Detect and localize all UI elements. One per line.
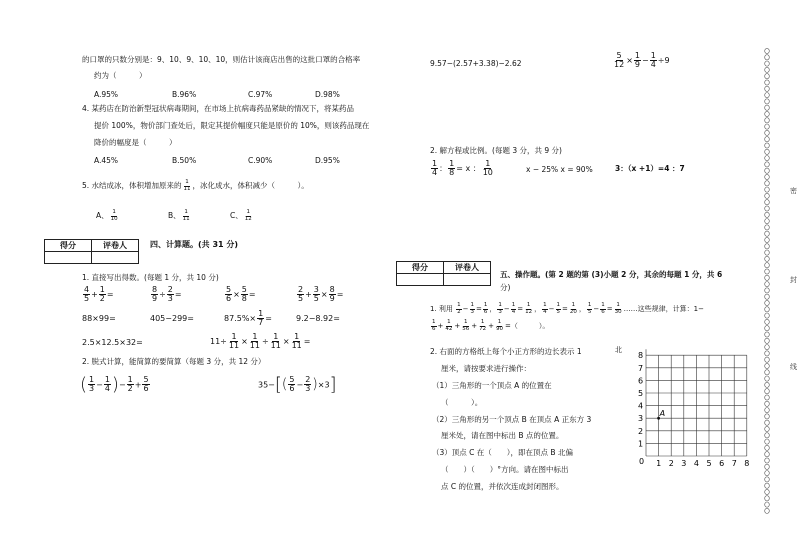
calc-2: $\frac{5}{12}$ × $\frac{1}{9}$ − $\frac{1}{4}$ ÷9 [614, 51, 670, 69]
q3-option-c: C.97% [248, 90, 273, 99]
expr-b-suffix: ×3 [317, 380, 330, 390]
coordinate-grid [612, 338, 750, 470]
eq-3: 3：（x +1）=4 ：7 [615, 164, 685, 173]
rail-hole [765, 231, 770, 236]
rail-hole [765, 143, 770, 148]
score-label: 得分 [397, 262, 444, 274]
rail-hole [765, 168, 770, 173]
q5-option-a-den: 10 [110, 215, 118, 222]
q4-option-c: C.90% [248, 156, 273, 165]
rail-hole [765, 382, 770, 387]
score-cell[interactable] [397, 274, 444, 286]
oral-10-op4: × [282, 337, 290, 346]
oral-7: 87.5%× $\frac{1}{7}$ = [224, 309, 272, 327]
rail-hole [765, 313, 770, 318]
rail-hole [765, 74, 770, 79]
rail-hole [765, 55, 770, 60]
oral-10: 11÷ $\frac{1}{11}$ × $\frac{1}{11}$ ÷ $\frac{1}{11}$ × $\frac{1}{11}$ = [210, 332, 311, 350]
grid-origin-label: 0 [639, 457, 645, 466]
op2-sub3b: （ ）（ ）°方向。请在图中标出 [441, 465, 569, 474]
op2-line2: 厘米，请按要求进行操作： [441, 364, 531, 373]
oral-7-part2: = [265, 314, 272, 323]
rail-hole [765, 458, 770, 463]
grid-x-label: 1 [656, 459, 662, 468]
margin-char-close: 封 [790, 276, 797, 284]
score-table-5 [396, 261, 491, 286]
oral-6: 405−299= [150, 314, 194, 323]
q5-option-b-label: B、 [168, 211, 181, 220]
oral-3: $\frac{5}{6}$ × $\frac{5}{8}$ = [226, 285, 256, 303]
op2-sub2: （2）三角形的另一个顶点 B 在顶点 A 正东方 3 [432, 415, 592, 424]
op2-line1: 2. 右面的方格纸上每个小正方形的边长表示 1 [430, 347, 582, 356]
binding-rail [763, 48, 771, 518]
rail-hole [765, 244, 770, 249]
op1-line2-tail: =（ ）。 [505, 322, 550, 330]
oral-2: $\frac{8}{9}$ ÷ $\frac{2}{3}$ = [152, 285, 182, 303]
q3-option-d: D.98% [315, 90, 340, 99]
q5-option-a [96, 210, 120, 222]
grader-cell[interactable] [92, 252, 139, 264]
op2-sub2b: 厘米处，请在图中标出 B 点的位置。 [441, 431, 564, 440]
rail-hole [765, 464, 770, 469]
q5-text-part2: ，冰化成水，体积减少（ ）。 [192, 181, 309, 190]
q5-option-c-den: 12 [244, 215, 252, 222]
op1-line2: $\frac{1}{6}$ + $\frac{1}{42}$ + $\frac{1}{56}$ + $\frac{1}{72}$ + $\frac{1}{90}$ =（ ）。 [432, 319, 550, 332]
rail-hole [765, 389, 770, 394]
rail-hole [765, 326, 770, 331]
point-a-label: A [659, 409, 666, 419]
rail-hole [765, 99, 770, 104]
rail-hole [765, 439, 770, 444]
rail-hole [765, 193, 770, 198]
expr-a: ( $\frac{1}{3}$ − $\frac{1}{4}$ )− $\frac{1}{2}$ + $\frac{5}{6}$ [80, 374, 149, 395]
rail-hole [765, 508, 770, 513]
grid-x-label: 2 [668, 459, 674, 468]
oral-9: 2.5×12.5×32= [82, 338, 143, 347]
rail-hole [765, 130, 770, 135]
grader-label: 评卷人 [444, 262, 491, 274]
s4-q1-text: 1. 直接写出得数。(每题 1 分，共 10 分) [82, 273, 219, 282]
rail-hole [765, 137, 770, 142]
proportion-title: 2. 解方程或比例。(每题 3 分，共 9 分) [430, 146, 562, 155]
rail-hole [765, 300, 770, 305]
rail-hole [765, 80, 770, 85]
oral-10-op3: ÷ [261, 337, 269, 346]
calc-1: 9.57−(2.57+3.38)−2.62 [430, 59, 522, 68]
q5-text-part1: 5. 水结成冰，体积增加原来的 [82, 181, 182, 190]
q3-text-line1: 的口罩的只数分别是：9、10、9、10、10，则估计该商店出售的这批口罩的合格率 [82, 55, 361, 64]
s4-q2-text: 2. 脱式计算，能简算的要简算（每题 3 分，共 12 分） [82, 357, 266, 366]
q3-text-line2: 约为（ ） [94, 71, 147, 80]
q5-option-c [230, 210, 254, 222]
rail-hole [765, 307, 770, 312]
rail-hole [765, 225, 770, 230]
expr-b-prefix: 35− [258, 380, 275, 390]
rail-hole [765, 237, 770, 242]
rail-hole [765, 67, 770, 72]
grid-y-label: 4 [638, 401, 644, 411]
q5-option-b [168, 210, 192, 222]
grid-x-label: 4 [693, 459, 699, 468]
q4-text-line2: 提价 100%，物价部门查处后，限定其提价幅度只能是原价的 10%，则该药品现在 [94, 121, 370, 130]
rail-hole [765, 408, 770, 413]
rail-hole [765, 489, 770, 494]
rail-hole [765, 483, 770, 488]
score-table-4 [44, 239, 139, 264]
grid-x-label: 3 [681, 459, 687, 468]
q5-frac-num: 1 [185, 179, 189, 185]
rail-hole [765, 426, 770, 431]
margin-char-line: 线 [790, 363, 797, 371]
op1-prefix: 1. 利用 [430, 305, 453, 313]
rail-hole [765, 250, 770, 255]
rail-hole [765, 48, 770, 53]
rail-hole [765, 357, 770, 362]
rail-hole [765, 149, 770, 154]
rail-hole [765, 420, 770, 425]
rail-hole [765, 61, 770, 66]
grader-label: 评卷人 [92, 240, 139, 252]
margin-char-seal: 密 [790, 187, 797, 195]
oral-4: $\frac{2}{5}$ + $\frac{3}{5}$ × $\frac{8}{9}$ = [298, 285, 344, 303]
q5-fraction [183, 180, 192, 192]
rail-hole [765, 433, 770, 438]
rail-hole [765, 263, 770, 268]
grader-cell[interactable] [444, 274, 491, 286]
rail-hole [765, 93, 770, 98]
rail-hole [765, 351, 770, 356]
op1-tail: ……这些规律，计算：1− [623, 305, 704, 313]
north-label: 北 [615, 346, 622, 354]
rail-hole [765, 338, 770, 343]
oral-10-op5: = [303, 337, 311, 346]
oral-1: $\frac{4}{5}$ + $\frac{1}{2}$ = [84, 285, 114, 303]
oral-7-part1: 87.5%× [224, 314, 257, 323]
grid-x-label: 7 [731, 459, 737, 468]
rail-hole [765, 181, 770, 186]
rail-hole [765, 395, 770, 400]
rail-hole [765, 200, 770, 205]
rail-hole [765, 496, 770, 501]
rail-hole [765, 477, 770, 482]
grid-axis-labels [638, 351, 749, 468]
rail-hole [765, 445, 770, 450]
rail-hole [765, 370, 770, 375]
rail-hole [765, 212, 770, 217]
grid-y-label: 8 [638, 351, 644, 361]
score-label: 得分 [45, 240, 92, 252]
rail-hole [765, 401, 770, 406]
q5-option-a-label: A、 [96, 211, 109, 220]
grid-y-label: 2 [638, 426, 644, 436]
rail-hole [765, 256, 770, 261]
q5-option-a-num: 1 [112, 209, 116, 215]
rail-hole [765, 156, 770, 161]
calc-2-tail: ÷9 [657, 56, 670, 65]
op1-line1: 1. 利用 $\frac{1}{2}$ − $\frac{1}{3}$ = $\frac{1}{6}$ ， $\frac{1}{3}$ − $\frac{1}{4}$ = $\frac{1}{12}$ ， $\frac{1}{4}$ − $\frac{1}{5}$ = $\frac{1}{20}$ ， $\frac{1}{5}$ − $\frac{1}{6}$ = $\frac{1}{30}$ ……这些规律，计算：1− [430, 302, 704, 315]
grid-lines [646, 349, 747, 456]
rail-hole [765, 275, 770, 280]
rail-hole [765, 319, 770, 324]
rail-hole [765, 282, 770, 287]
q5-option-b-den: 11 [182, 215, 190, 222]
grid-y-label: 5 [638, 389, 644, 398]
rail-hole [765, 294, 770, 299]
rail-hole [765, 269, 770, 274]
rail-hole [765, 332, 770, 337]
rail-hole [765, 118, 770, 123]
grid-x-label: 5 [706, 459, 712, 468]
q4-text-line1: 4. 某药店在防治新型冠状病毒期间，在市场上抗病毒药品紧缺的情况下，将某药品 [82, 104, 355, 113]
rail-hole [765, 162, 770, 167]
rail-hole [765, 219, 770, 224]
rail-hole [765, 174, 770, 179]
q3-option-b: B.96% [172, 90, 197, 99]
q5-option-c-label: C、 [230, 211, 243, 220]
oral-10-op1: 11÷ [210, 337, 227, 346]
grid-y-label: 6 [638, 376, 644, 386]
eq-1-x: x [465, 164, 471, 173]
q5-frac-den: 11 [183, 185, 191, 192]
rail-hole [765, 502, 770, 507]
grid-y-label: 1 [638, 439, 644, 449]
expr-b: 35−[( $\frac{5}{6}$ − $\frac{2}{3}$ )×3] [258, 374, 337, 395]
q5-option-c-frac [244, 210, 253, 222]
grid-y-label: 3 [638, 414, 644, 424]
grid-x-label: 8 [744, 459, 750, 468]
op2-sub1: （1）三角形的一个顶点 A 的位置在 [432, 381, 552, 390]
q4-option-d: D.95% [315, 156, 340, 165]
q5-option-b-num: 1 [184, 209, 188, 215]
section4-title: 四、计算题。(共 31 分) [150, 240, 239, 249]
rail-hole [765, 376, 770, 381]
eq-1: $\frac{1}{4}$ ： $\frac{1}{8}$ = x ： $\frac{1}{10}$ [432, 159, 493, 177]
rail-hole [765, 452, 770, 457]
grid-y-label: 7 [638, 363, 644, 373]
q4-option-b: B.50% [172, 156, 197, 165]
q5-option-a-frac [110, 210, 119, 222]
rail-hole [765, 187, 770, 192]
q5-option-b-frac [182, 210, 191, 222]
q5-option-c-num: 1 [246, 209, 250, 215]
q4-text-line3: 降价的幅度是（ ） [94, 138, 177, 147]
oral-8: 9.2−8.92= [296, 314, 340, 323]
q5-text [82, 180, 309, 192]
rail-hole [765, 105, 770, 110]
eq-2: x − 25% x = 90% [526, 165, 593, 174]
section5-title: 五、操作题。(第 2 题的第 (3)小题 2 分，其余的每题 1 分，共 6 [500, 270, 723, 279]
oral-5: 88×99= [82, 314, 116, 323]
rail-hole [765, 363, 770, 368]
rail-hole [765, 124, 770, 129]
q4-option-a: A.45% [94, 156, 119, 165]
rail-hole [765, 345, 770, 350]
section5-title-2: 分) [500, 283, 511, 292]
op2-sub1b: （ ）。 [441, 398, 483, 407]
rail-hole [765, 111, 770, 116]
rail-hole [765, 86, 770, 91]
op2-sub3c: 点 C 的位置，并依次连成封闭图形。 [441, 482, 564, 491]
rail-hole [765, 288, 770, 293]
q3-option-a: A.95% [94, 90, 119, 99]
rail-hole [765, 414, 770, 419]
score-cell[interactable] [45, 252, 92, 264]
oral-10-op2: × [241, 337, 248, 346]
rail-hole [765, 206, 770, 211]
rail-hole [765, 471, 770, 476]
grid-x-label: 6 [719, 459, 725, 468]
op2-sub3: （3）顶点 C 在（ ），即在顶点 B 北偏 [432, 448, 573, 457]
